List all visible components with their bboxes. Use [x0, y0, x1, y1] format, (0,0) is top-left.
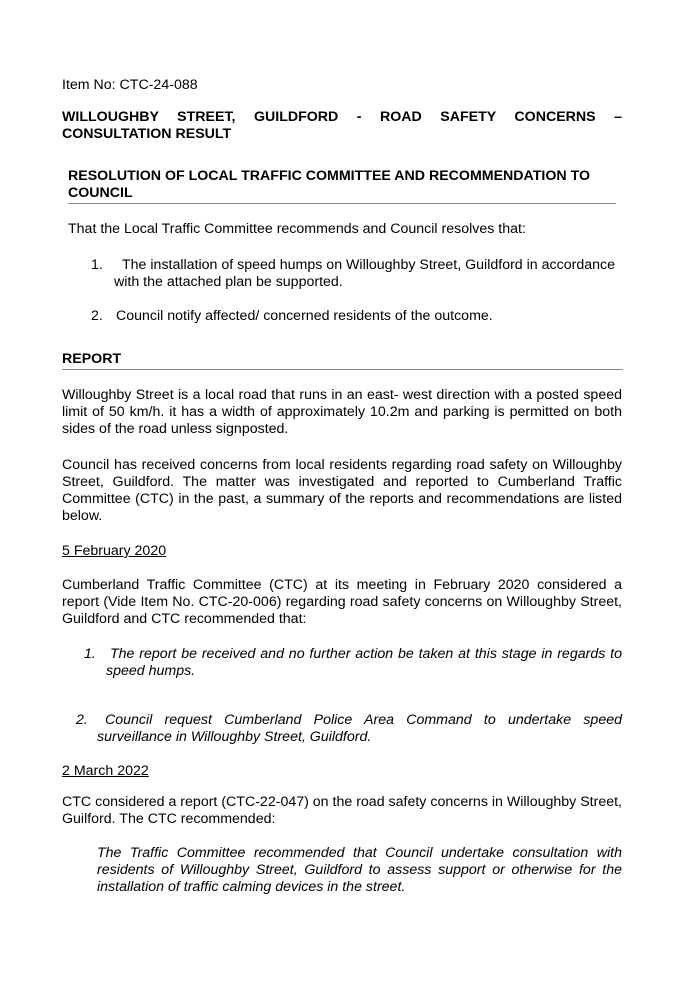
list-item-number: 2. — [76, 712, 88, 728]
list-item-text: The installation of speed humps on Willoughby Street, Guildford in accordance with the attached plan be supported. — [114, 257, 615, 290]
report-heading: REPORT — [62, 351, 122, 367]
report-heading-rule — [62, 369, 623, 370]
list-item-number: 2. — [91, 308, 103, 324]
list-item-text: Council request Cumberland Police Area Command to undertake speed surveillance in Willoughby Street, Guildford. — [97, 712, 622, 745]
resolution-intro: That the Local Traffic Committee recommends and Council resolves that: — [68, 221, 526, 237]
list-item-text: The report be received and no further action be taken at this stage in regards to speed humps. — [106, 646, 622, 679]
section-date-feb-2020: 5 February 2020 — [62, 543, 167, 559]
section-1-paragraph: Cumberland Traffic Committee (CTC) at its meeting in February 2020 considered a report (Vide Item No. CTC-20-006) regarding road safety concerns on Willoughby Street, Guildford and CTC recommended that: — [62, 577, 622, 627]
document-title: WILLOUGHBY STREET, GUILDFORD - ROAD SAFETY CONCERNS – CONSULTATION RESULT — [62, 109, 622, 142]
list-item-number: 1. — [91, 257, 103, 273]
section-date-mar-2022: 2 March 2022 — [62, 763, 149, 779]
list-item-text: Council notify affected/ concerned residents of the outcome. — [116, 308, 493, 324]
item-number: Item No: CTC-24-088 — [62, 77, 198, 93]
list-item-number: 1. — [84, 646, 96, 662]
report-paragraph-2: Council has received concerns from local residents regarding road safety on Willoughby Street, Guildford. The matter was investigated and reported to Cumberland Traffic Committee (CTC) in the past, a summary of the reports and recommendations are listed below. — [62, 457, 622, 524]
section-2-quote: The Traffic Committee recommended that Council undertake consultation with residents of Willoughby Street, Guildford to assess support or otherwise for the installation of traffic calming devices in the street. — [97, 845, 622, 895]
report-paragraph-1: Willoughby Street is a local road that runs in an east- west direction with a posted speed limit of 50 km/h. it has a width of approximately 10.2m and parking is permitted on both sides of the road unless signposted. — [62, 387, 622, 437]
resolution-heading-rule — [68, 203, 616, 204]
resolution-heading: RESOLUTION OF LOCAL TRAFFIC COMMITTEE AND RECOMMENDATION TO COUNCIL — [68, 168, 591, 201]
section-2-paragraph: CTC considered a report (CTC-22-047) on the road safety concerns in Willoughby Street, Guilford. The CTC recommended: — [62, 794, 622, 827]
